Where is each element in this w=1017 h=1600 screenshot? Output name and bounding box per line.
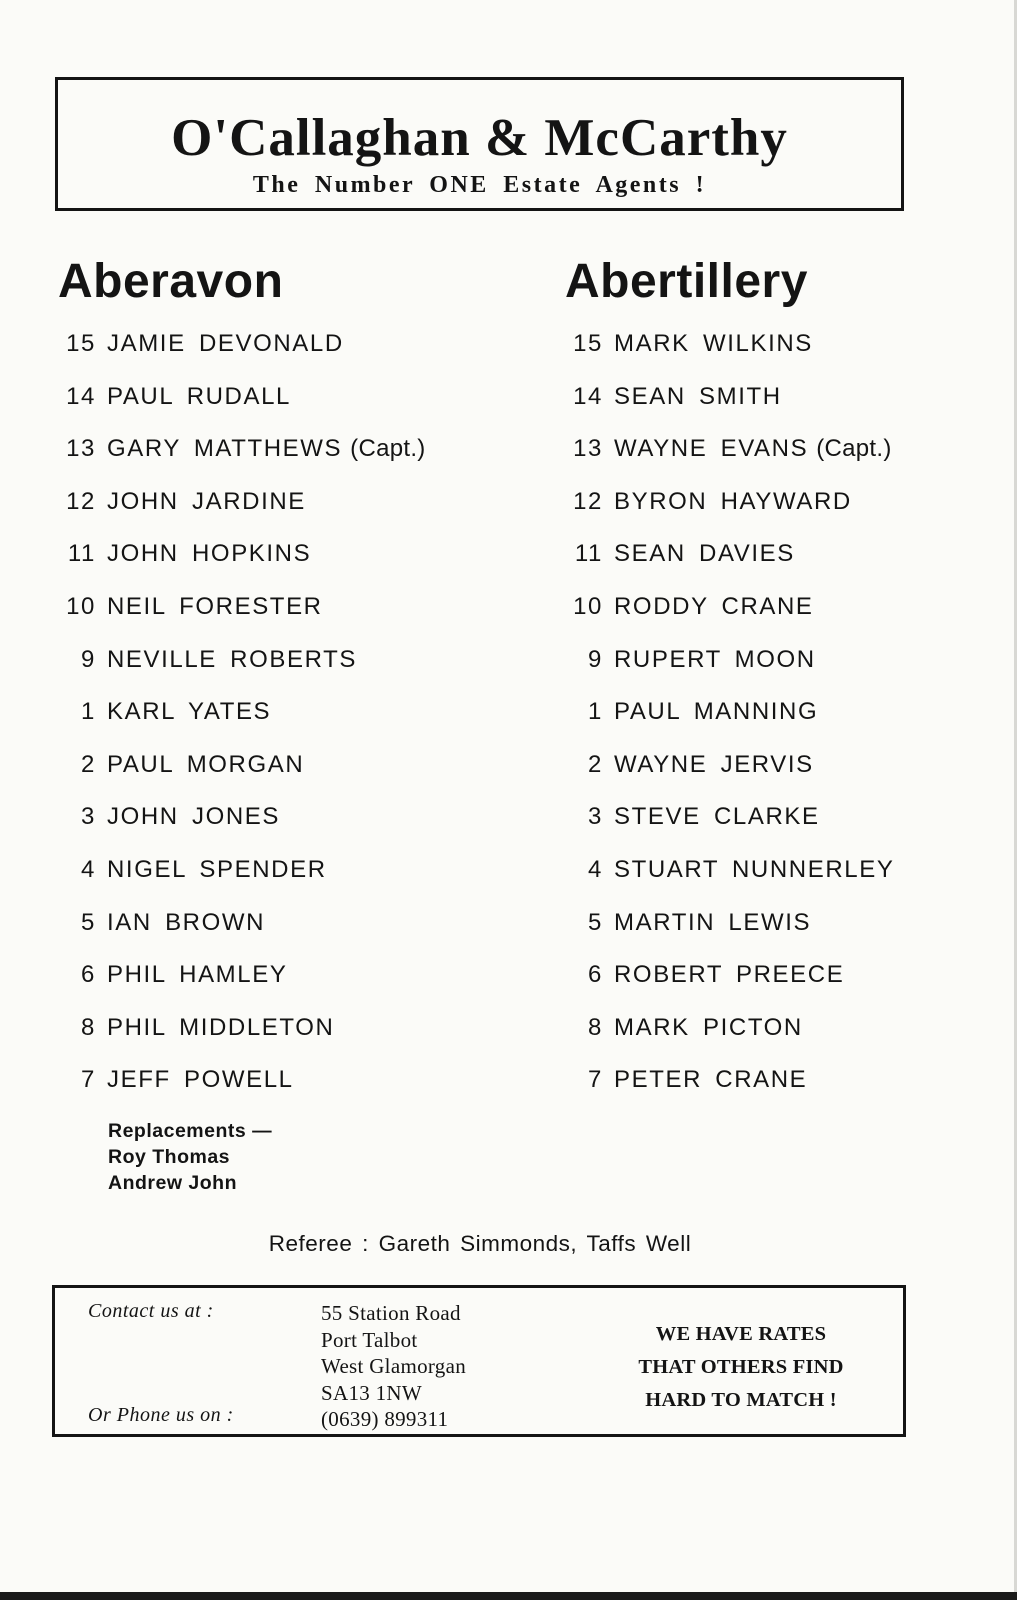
player-number: 8 [81, 1013, 96, 1041]
player-name: SEAN SMITH [614, 382, 782, 410]
player-name: JAMIE DEVONALD [107, 330, 344, 357]
player-number: 15 [573, 330, 603, 357]
player-row [565, 592, 894, 645]
player-row [565, 329, 894, 382]
address-line: West Glamorgan [321, 1354, 467, 1378]
advert-tagline: The Number ONE Estate Agents ! [252, 172, 707, 198]
player-row [58, 697, 426, 750]
player-row [58, 1013, 426, 1066]
player-number: 11 [574, 540, 603, 568]
player-number: 3 [81, 803, 96, 831]
player-number: 5 [81, 908, 96, 936]
player-number: 7 [588, 1066, 603, 1094]
player-number: 9 [81, 645, 96, 673]
player-row [58, 592, 426, 645]
player-name: JEFF POWELL [107, 1066, 294, 1094]
player-name: MARK PICTON [614, 1013, 803, 1041]
address-line: SA13 1NW [321, 1380, 422, 1405]
player-number: 4 [81, 855, 96, 883]
player-name: PHIL MIDDLETON [107, 1013, 335, 1041]
player-number: 2 [588, 750, 603, 778]
player-name: GARY MATTHEWS [107, 435, 343, 463]
player-number: 6 [588, 961, 603, 989]
captain-note: (Capt.) [350, 435, 426, 463]
player-number: 11 [67, 540, 96, 568]
advert-title: O'Callaghan & McCarthy [171, 109, 788, 167]
address-line: 55 Station Road [321, 1301, 461, 1325]
slogan-line: WE HAVE RATES [655, 1323, 827, 1345]
player-name: PAUL MANNING [614, 698, 819, 726]
player-row [565, 539, 894, 592]
player-row [58, 1065, 426, 1118]
player-name: SEAN DAVIES [614, 540, 795, 568]
player-number: 10 [66, 592, 96, 620]
player-number: 12 [573, 487, 603, 515]
replacement-name: Roy Thomas [108, 1146, 231, 1168]
replacement-name: Andrew John [108, 1172, 238, 1194]
player-row [58, 802, 426, 855]
player-name: STUART NUNNERLEY [614, 855, 895, 883]
player-row [58, 750, 426, 803]
player-number: 1 [588, 698, 603, 726]
contact-advert [52, 1285, 906, 1437]
player-row [58, 487, 426, 540]
player-name: WAYNE EVANS [614, 435, 809, 463]
replacements [108, 1118, 272, 1196]
player-row [565, 434, 894, 487]
player-number: 13 [66, 435, 96, 463]
player-name: PAUL MORGAN [107, 750, 305, 778]
player-name: NEIL FORESTER [107, 592, 323, 620]
captain-note: (Capt.) [816, 435, 892, 463]
player-name: MARTIN LEWIS [614, 908, 812, 936]
player-number: 15 [66, 330, 96, 357]
player-number: 1 [81, 698, 96, 726]
player-row [58, 539, 426, 592]
home-team-name: Aberavon [58, 255, 284, 308]
player-row [565, 382, 894, 435]
player-name: STEVE CLARKE [614, 803, 820, 831]
player-name: JOHN JONES [107, 803, 281, 831]
address-line: Port Talbot [321, 1327, 418, 1352]
player-name: NIGEL SPENDER [107, 855, 327, 883]
player-number: 8 [588, 1013, 603, 1041]
player-row [565, 1013, 894, 1066]
player-number: 10 [573, 592, 603, 620]
slogan-line: THAT OTHERS FIND [638, 1356, 844, 1378]
home-player-list [58, 329, 426, 1118]
player-row [565, 1065, 894, 1118]
player-name: ROBERT PREECE [614, 961, 845, 989]
player-number: 13 [573, 435, 603, 463]
slogan [603, 1318, 879, 1417]
player-name: RUPERT MOON [614, 645, 816, 673]
player-row [58, 645, 426, 698]
player-row [565, 960, 894, 1013]
away-player-list [565, 329, 894, 1118]
player-number: 9 [588, 645, 603, 673]
player-row [58, 960, 426, 1013]
player-name: PETER CRANE [614, 1066, 808, 1094]
player-number: 6 [81, 961, 96, 989]
player-row [58, 434, 426, 487]
player-number: 14 [66, 382, 96, 410]
scan-edge [0, 1592, 1017, 1600]
player-row [565, 802, 894, 855]
player-name: PAUL RUDALL [107, 382, 291, 410]
player-row [565, 645, 894, 698]
away-team [565, 252, 894, 1118]
player-number: 12 [66, 487, 96, 515]
player-number: 4 [588, 855, 603, 883]
player-name: BYRON HAYWARD [614, 487, 852, 515]
player-name: JOHN JARDINE [107, 487, 306, 515]
player-row [565, 697, 894, 750]
player-row [58, 855, 426, 908]
phone-number: (0639) 899311 [321, 1407, 449, 1431]
player-number: 2 [81, 750, 96, 778]
player-name: NEVILLE ROBERTS [107, 645, 357, 673]
home-team [58, 252, 426, 1118]
player-number: 5 [588, 908, 603, 936]
player-row [565, 750, 894, 803]
player-row [565, 855, 894, 908]
address-block [321, 1300, 466, 1433]
player-name: KARL YATES [107, 698, 272, 726]
player-name: MARK WILKINS [614, 330, 813, 357]
player-name: IAN BROWN [107, 908, 266, 936]
phone-label: Or Phone us on : [88, 1404, 234, 1426]
contact-label: Contact us at : [88, 1300, 214, 1322]
player-number: 14 [573, 382, 603, 410]
player-name: PHIL HAMLEY [107, 961, 288, 989]
player-row [565, 908, 894, 961]
player-row [565, 487, 894, 540]
player-row [58, 908, 426, 961]
player-name: JOHN HOPKINS [107, 540, 312, 568]
player-number: 7 [81, 1066, 96, 1094]
player-name: RODDY CRANE [614, 592, 814, 620]
replacements-label: Replacements — [108, 1120, 273, 1142]
player-row [58, 329, 426, 382]
away-team-name: Abertillery [565, 255, 808, 308]
player-row [58, 382, 426, 435]
referee-line: Referee : Gareth Simmonds, Taffs Well [268, 1231, 692, 1256]
player-name: WAYNE JERVIS [614, 750, 814, 778]
slogan-line: HARD TO MATCH ! [645, 1389, 837, 1411]
player-number: 3 [588, 803, 603, 831]
advert-banner [55, 77, 904, 211]
